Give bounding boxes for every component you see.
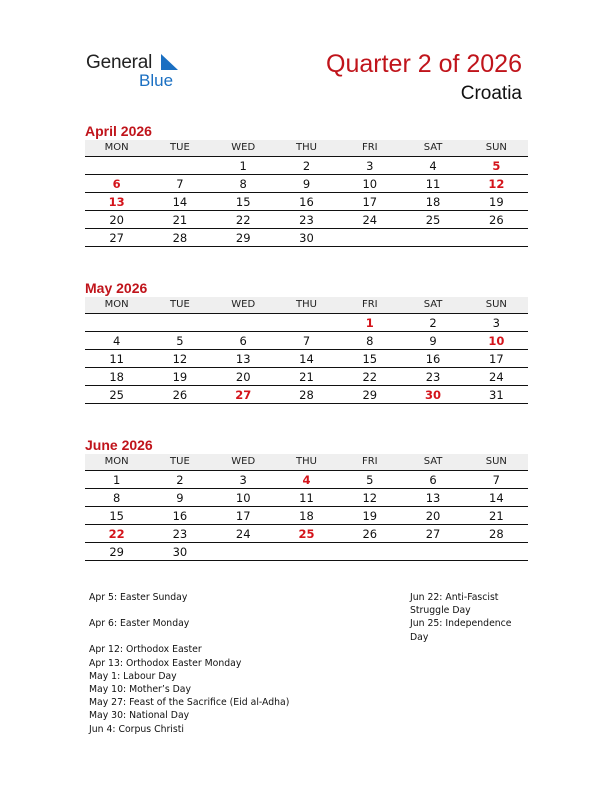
day-cell: 4 xyxy=(112,334,121,348)
day-cell: 8 xyxy=(239,177,247,191)
day-cell: 23 xyxy=(299,213,314,227)
week-row xyxy=(85,525,528,543)
day-cell: 23 xyxy=(172,527,188,541)
day-cell: 1 xyxy=(365,316,374,330)
weekday-label: TUE xyxy=(170,456,190,467)
day-cell: 18 xyxy=(109,370,124,384)
day-cell: 24 xyxy=(362,213,378,227)
day-cell: 1 xyxy=(112,473,121,487)
holiday-notes-right xyxy=(410,591,512,644)
note-spacer xyxy=(89,604,289,617)
empty-cell xyxy=(85,157,148,174)
day-cell: 11 xyxy=(299,491,314,505)
holiday-note: May 10: Mother’s Day xyxy=(89,684,191,696)
day-cell: 16 xyxy=(299,195,314,209)
day-cell: 25 xyxy=(298,527,315,541)
empty-cell xyxy=(148,157,211,174)
day-cell: 6 xyxy=(239,334,247,348)
day-cell: 18 xyxy=(425,195,441,209)
weekday-label: THU xyxy=(296,456,317,467)
day-cell: 10 xyxy=(235,491,251,505)
empty-cell xyxy=(401,229,464,246)
holiday-note: May 30: National Day xyxy=(89,710,190,722)
holiday-note: Day xyxy=(410,631,429,643)
day-cell: 27 xyxy=(425,527,441,541)
day-cell: 21 xyxy=(172,213,188,227)
day-cell: 26 xyxy=(362,527,378,541)
empty-cell xyxy=(338,543,401,560)
day-cell: 22 xyxy=(235,213,251,227)
day-cell: 23 xyxy=(425,370,441,384)
note-spacer xyxy=(89,630,289,643)
day-cell: 19 xyxy=(489,195,504,209)
day-cell: 20 xyxy=(109,213,124,227)
day-cell: 11 xyxy=(425,177,441,191)
week-row xyxy=(85,507,528,525)
day-cell: 14 xyxy=(489,491,504,505)
day-cell: 31 xyxy=(489,388,504,402)
week-row xyxy=(85,368,528,386)
weekday-label: SUN xyxy=(485,456,507,467)
week-row xyxy=(85,157,528,175)
empty-cell xyxy=(85,314,148,331)
holiday-note: Struggle Day xyxy=(410,605,471,617)
logo-word-general: General xyxy=(86,52,153,73)
day-cell: 24 xyxy=(489,370,504,384)
day-cell: 26 xyxy=(172,388,188,402)
day-cell: 11 xyxy=(109,352,124,366)
day-cell: 2 xyxy=(429,316,437,330)
weekday-header xyxy=(85,454,528,471)
week-row xyxy=(85,543,528,561)
day-cell: 8 xyxy=(366,334,374,348)
empty-cell xyxy=(465,543,528,560)
page-title: Quarter 2 of 2026 xyxy=(326,50,522,78)
weekday-label: FRI xyxy=(361,456,378,467)
holiday-note: Apr 12: Orthodox Easter xyxy=(89,644,202,656)
day-cell: 12 xyxy=(488,177,505,191)
week-row xyxy=(85,193,528,211)
week-row xyxy=(85,314,528,332)
day-cell: 30 xyxy=(425,388,442,402)
holiday-note: May 1: Labour Day xyxy=(89,670,177,682)
day-cell: 29 xyxy=(235,231,251,245)
holiday-note: Jun 25: Independence xyxy=(410,618,512,630)
day-cell: 4 xyxy=(302,473,311,487)
day-cell: 7 xyxy=(302,334,311,348)
month-title: May 2026 xyxy=(85,280,148,296)
weekday-label: SAT xyxy=(423,299,443,310)
week-row xyxy=(85,350,528,368)
day-cell: 27 xyxy=(109,231,124,245)
day-cell: 22 xyxy=(362,370,378,384)
weekday-header xyxy=(85,140,528,157)
holiday-note: Apr 5: Easter Sunday xyxy=(89,592,188,603)
month-june xyxy=(85,436,528,561)
holiday-note: Jun 4: Corpus Christi xyxy=(89,723,184,735)
day-cell: 12 xyxy=(362,491,378,505)
week-row xyxy=(85,211,528,229)
day-cell: 17 xyxy=(362,195,378,209)
day-cell: 16 xyxy=(172,509,188,523)
day-cell: 24 xyxy=(235,527,251,541)
day-cell: 20 xyxy=(425,509,441,523)
weekday-label: SAT xyxy=(423,142,443,153)
month-title: June 2026 xyxy=(85,437,153,453)
logo-word-blue: Blue xyxy=(139,71,174,90)
day-cell: 1 xyxy=(239,159,247,173)
day-cell: 4 xyxy=(429,159,437,173)
weekday-label: FRI xyxy=(361,299,378,310)
holiday-notes-left xyxy=(89,591,289,736)
weekday-label: WED xyxy=(231,456,256,467)
weekday-label: SUN xyxy=(485,142,507,153)
empty-cell xyxy=(148,314,211,331)
day-cell: 6 xyxy=(429,473,437,487)
empty-cell xyxy=(275,314,338,331)
month-title: April 2026 xyxy=(85,123,152,139)
holiday-note: Apr 6: Easter Monday xyxy=(89,618,190,630)
day-cell: 5 xyxy=(366,473,374,487)
week-row xyxy=(85,471,528,489)
weekday-label: SAT xyxy=(423,456,443,467)
day-cell: 30 xyxy=(299,231,314,245)
weekday-header xyxy=(85,297,528,314)
empty-cell xyxy=(465,229,528,246)
empty-cell xyxy=(275,543,338,560)
day-cell: 15 xyxy=(362,352,378,366)
day-cell: 25 xyxy=(109,388,124,402)
day-cell: 16 xyxy=(425,352,441,366)
day-cell: 14 xyxy=(172,195,188,209)
day-cell: 9 xyxy=(176,491,184,505)
day-cell: 13 xyxy=(235,352,251,366)
day-cell: 29 xyxy=(362,388,378,402)
weekday-label: TUE xyxy=(170,299,190,310)
month-may xyxy=(85,279,528,404)
weekday-label: MON xyxy=(104,142,129,153)
day-cell: 3 xyxy=(492,316,500,330)
weekday-label: TUE xyxy=(170,142,190,153)
day-cell: 18 xyxy=(299,509,314,523)
weekday-label: WED xyxy=(231,299,256,310)
holiday-note: May 27: Feast of the Sacrifice (Eid al-Adha) xyxy=(89,697,290,709)
day-cell: 15 xyxy=(109,509,124,523)
empty-cell xyxy=(212,314,275,331)
day-cell: 13 xyxy=(108,195,125,209)
day-cell: 10 xyxy=(362,177,378,191)
logo-triangle-icon xyxy=(159,54,179,70)
weekday-label: MON xyxy=(104,456,129,467)
day-cell: 28 xyxy=(172,231,188,245)
day-cell: 3 xyxy=(239,473,247,487)
day-cell: 5 xyxy=(492,159,501,173)
day-cell: 26 xyxy=(489,213,504,227)
day-cell: 19 xyxy=(362,509,378,523)
week-row xyxy=(85,489,528,507)
week-row xyxy=(85,229,528,247)
day-cell: 12 xyxy=(172,352,188,366)
day-cell: 9 xyxy=(302,177,311,191)
day-cell: 19 xyxy=(172,370,188,384)
holiday-note: Jun 22: Anti-Fascist xyxy=(410,592,499,603)
weekday-label: THU xyxy=(296,142,317,153)
weekday-label: SUN xyxy=(485,299,507,310)
week-row xyxy=(85,175,528,193)
month-april xyxy=(85,122,528,247)
day-cell: 29 xyxy=(109,545,124,559)
day-cell: 17 xyxy=(489,352,504,366)
day-cell: 20 xyxy=(235,370,251,384)
day-cell: 3 xyxy=(366,159,374,173)
day-cell: 21 xyxy=(489,509,504,523)
day-cell: 2 xyxy=(302,159,311,173)
logo xyxy=(86,52,196,92)
day-cell: 10 xyxy=(488,334,505,348)
day-cell: 7 xyxy=(176,177,184,191)
day-cell: 7 xyxy=(492,473,500,487)
day-cell: 21 xyxy=(299,370,314,384)
empty-cell xyxy=(338,229,401,246)
day-cell: 25 xyxy=(425,213,441,227)
empty-cell xyxy=(401,543,464,560)
day-cell: 5 xyxy=(176,334,184,348)
weekday-label: THU xyxy=(296,299,317,310)
day-cell: 15 xyxy=(235,195,251,209)
weekday-label: FRI xyxy=(361,142,378,153)
day-cell: 27 xyxy=(235,388,252,402)
day-cell: 13 xyxy=(425,491,441,505)
day-cell: 28 xyxy=(299,388,314,402)
country-name: Croatia xyxy=(460,83,522,104)
day-cell: 30 xyxy=(172,545,188,559)
day-cell: 2 xyxy=(176,473,184,487)
day-cell: 6 xyxy=(112,177,121,191)
empty-cell xyxy=(212,543,275,560)
day-cell: 9 xyxy=(429,334,437,348)
day-cell: 22 xyxy=(108,527,125,541)
weekday-label: MON xyxy=(104,299,129,310)
day-cell: 28 xyxy=(489,527,504,541)
day-cell: 14 xyxy=(299,352,314,366)
day-cell: 17 xyxy=(235,509,251,523)
week-row xyxy=(85,386,528,404)
weekday-label: WED xyxy=(231,142,256,153)
day-cell: 8 xyxy=(112,491,121,505)
holiday-note: Apr 13: Orthodox Easter Monday xyxy=(89,657,242,669)
week-row xyxy=(85,332,528,350)
